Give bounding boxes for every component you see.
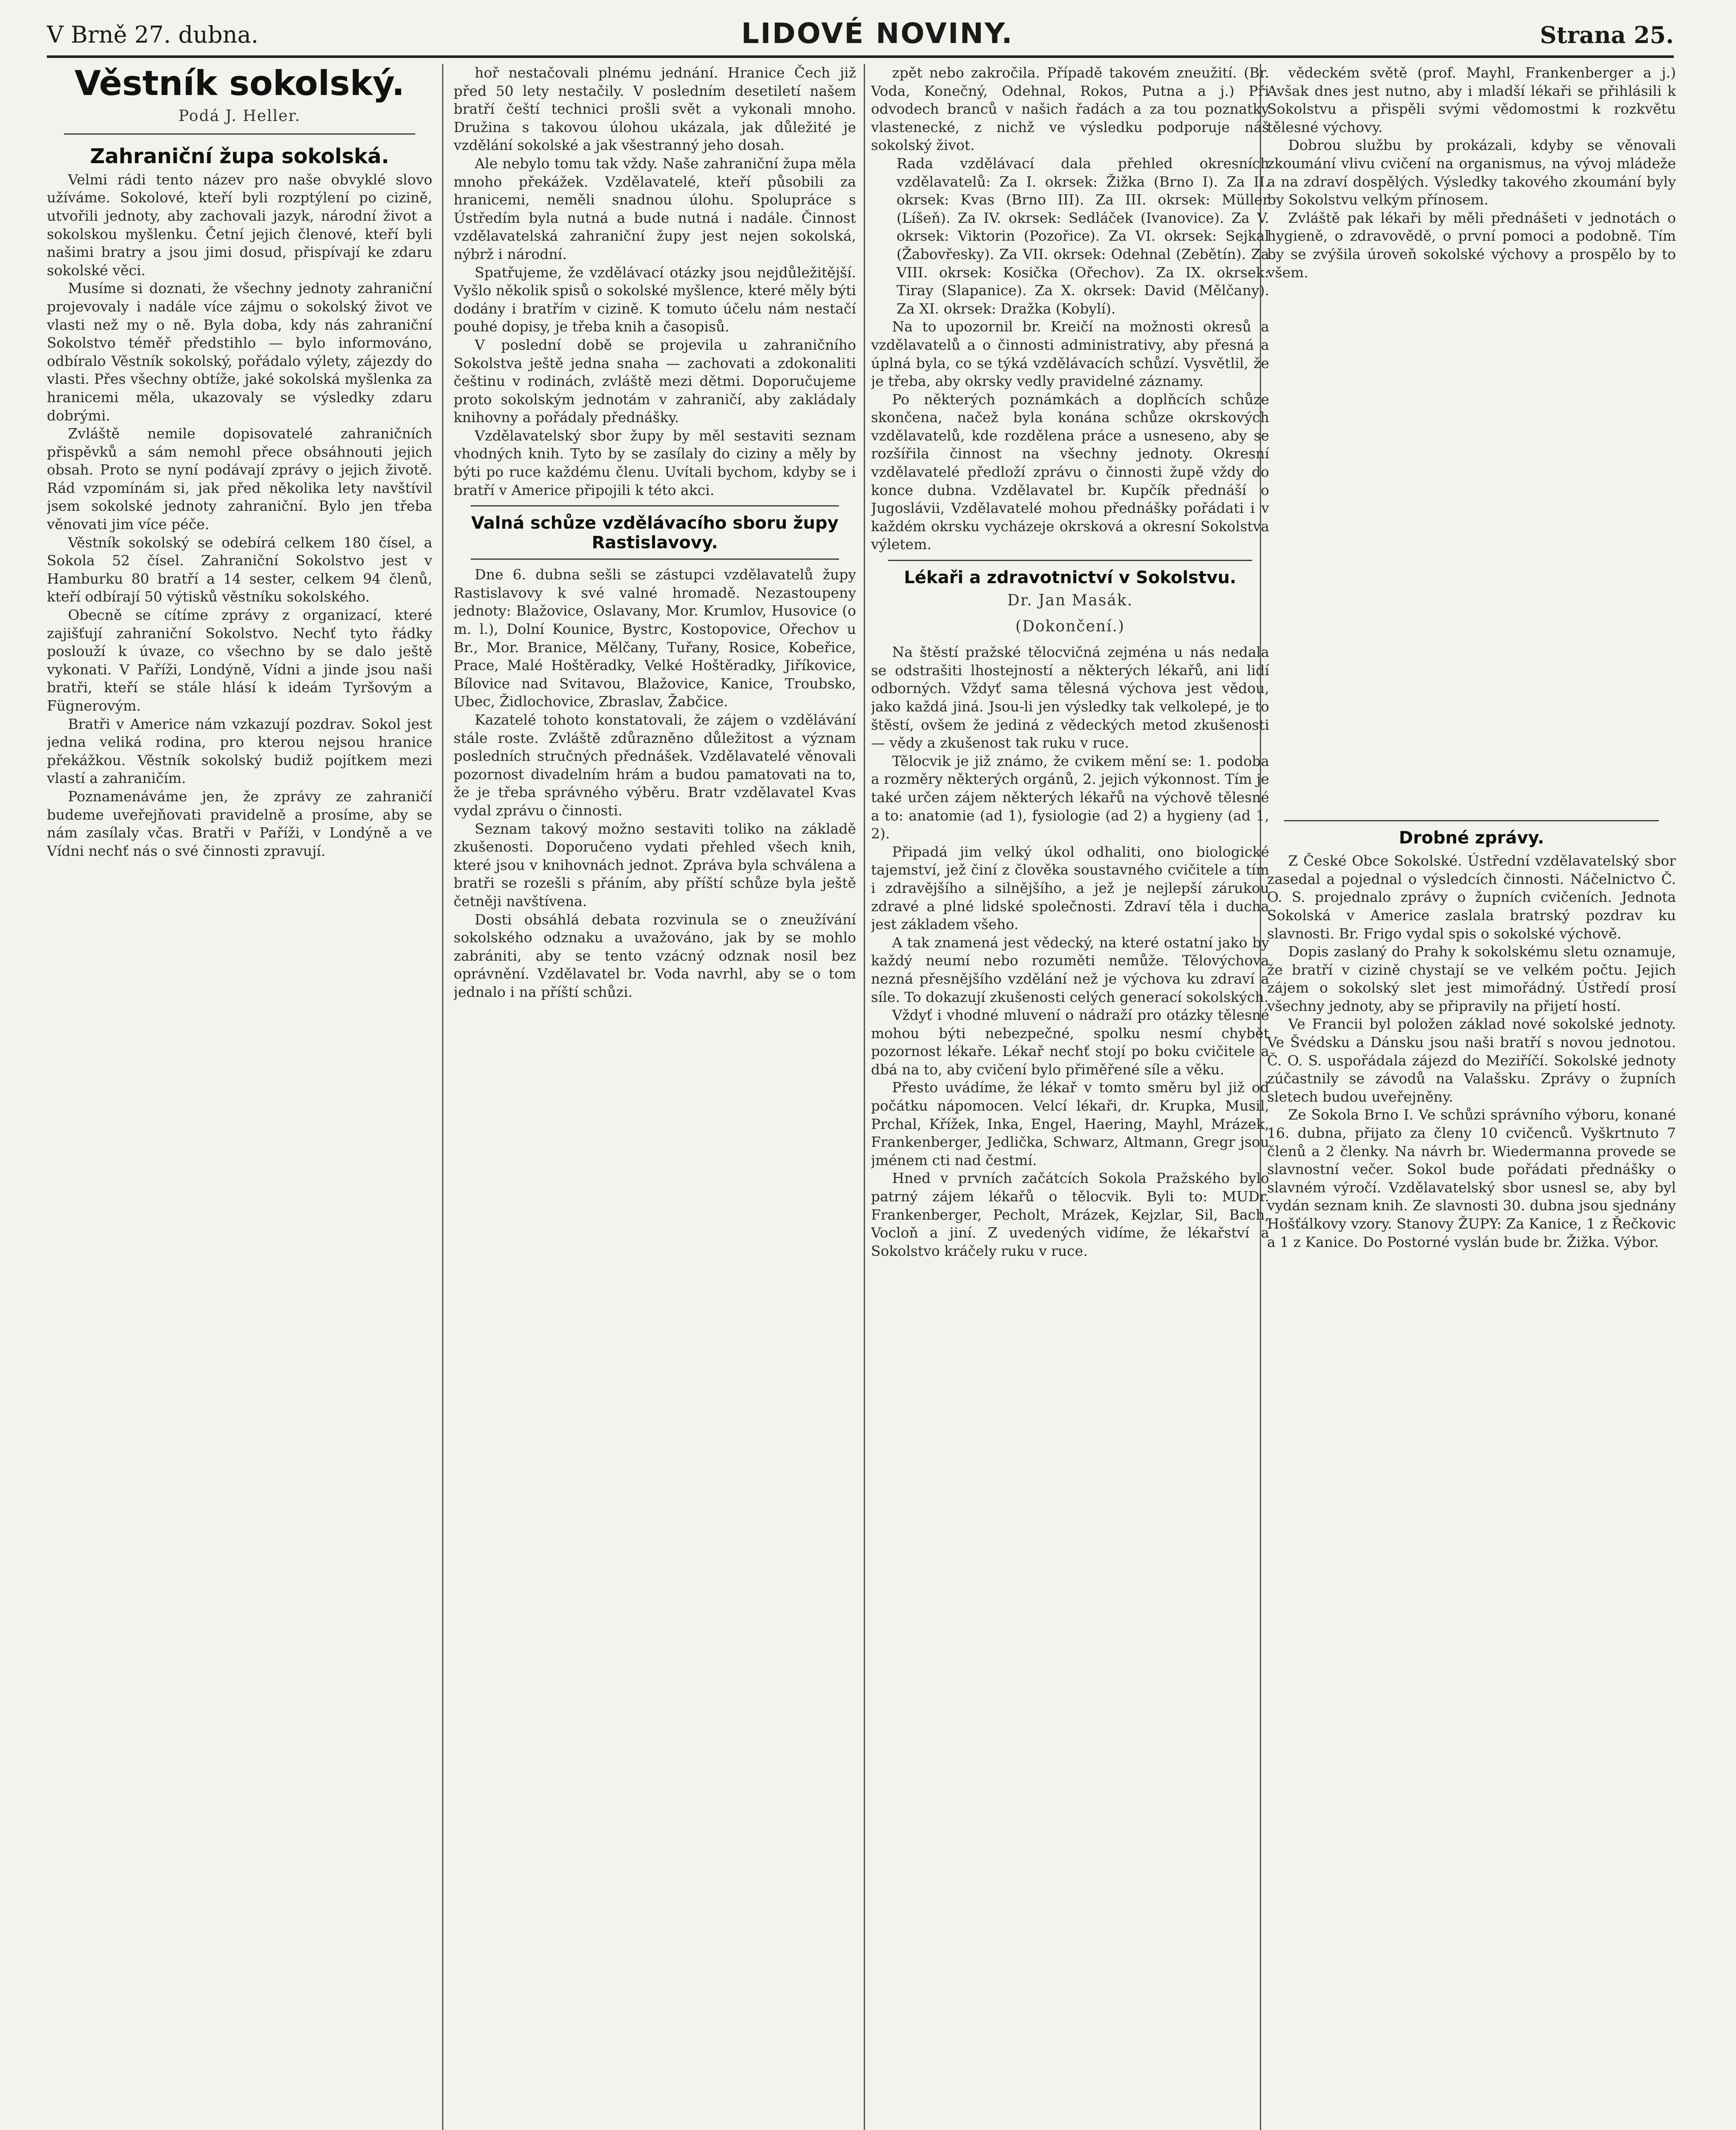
paragraph: hoř nestačovali plnému jednání. Hranice Čech již před 50 lety nestačily. V posledním desetiletí našem bratří čeští technici prošli svět a vykonali mnoho. Družina s takovou úlohou ukázala, jak důležité je vzdělání sokolské a jak všestranný jeho dosah. xyxy=(454,64,856,154)
paragraph: Na to upozornil br. Kreičí na možnosti okresů a vzdělavatelů a o činnosti administrativy, aby přesná a úplná byla, co se týká vzdělávacích schůzí. Vysvětlil, že je třeba, aby okrsky vedly pravidelné záznamy. xyxy=(871,318,1269,390)
divider xyxy=(1284,820,1659,821)
paragraph: Musíme si doznati, že všechny jednoty zahraniční projevovaly i nadále více zájmu o sokolský život ve vlasti než my o ně. Byla doba, kdy nás zahraniční Sokolstvo téměř předstihlo — bylo informováno, odbíralo Věstník sokolský, pořádalo výlety, zájezdy do vlasti. Přes všechny obtíže, jaké sokolská myšlenka za hranicemi měla, ukazovaly se výsledky zdaru dobrými. xyxy=(47,280,432,424)
paragraph: Vždyť i vhodné mluvení o nádraží pro otázky tělesné mohou býti nebezpečné, spolku nesmí chybět pozornost lékaře. Lékař nechť stojí po boku cvičitele a dbá na to, aby cvičení bylo přiměřené síle a věku. xyxy=(871,1007,1269,1078)
paragraph: Zvláště pak lékaři by měli přednášeti v jednotách o hygieně, o zdravovědě, o první pomoci a podobně. Tím by se zvýšila úroveň sokolské výchovy a prospělo by to všem. xyxy=(1267,209,1676,281)
byline: Dr. Jan Masák. xyxy=(1007,592,1133,610)
faded-text-area xyxy=(1267,282,1676,814)
divider xyxy=(888,560,1252,561)
paragraph: Věstník sokolský se odebírá celkem 180 čísel, a Sokola 52 čísel. Zahraniční Sokolstvo jest v Hamburku 80 bratří a 14 sester, celkem 94 členů, kteří odbírají 50 výtisků věstníku sokolského. xyxy=(47,534,432,605)
paragraph: Na štěstí pražské tělocvičná zejména u nás nedala se odstrašiti lhostejností a některých lékařů, ani lidí odborných. Vždyť sama tělesná výchova jest vědou, jako každá jiná. Jsou-li jen výsledky tak velkolepé, je to štěstí, ovšem že jediná z vědeckých metod zkušenosti — vědy a zkušenost tak ruku v ruce. xyxy=(871,644,1269,751)
paragraph: Připadá jim velký úkol odhaliti, ono biologické tajemství, jež činí z člověka soustavného cvičitele a tím i zdravějšího a silnějšího, a jež je nejlepší zárukou zdravé a plné lidské společnosti. Zdraví těla i ducha jest základem všeho. xyxy=(871,843,1269,933)
paragraph: Spatřujeme, že vzdělávací otázky jsou nejdůležitější. Vyšlo několik spisů o sokolské myšlence, které měly býti dodány i bratřím v cizině. K tomuto účelu nám nestačí pouhé dopisy, je třeba knih a časopisů. xyxy=(454,264,856,335)
paragraph: Hned v prvních začátcích Sokola Pražského bylo patrný zájem lékařů o tělocvik. Byli to: MUDr. Frankenberger, Pecholt, Mrázek, Kejzlar, Sil, Bach, Vocloň a jiní. Z uvedených vidíme, že lékařství a Sokolstvo kráčely ruku v ruce. xyxy=(871,1170,1269,1259)
paragraph: Z České Obce Sokolské. Ústřední vzdělavatelský sbor zasedal a pojednal o výsledcích činnosti. Náčelnictvo Č. O. S. projednalo zprávy o župních cvičeních. Jednota Sokolská v Americe zaslala bratrský pozdrav ku slavnosti. Br. Frigo vydal spis o sokolské výchově. xyxy=(1267,852,1676,942)
masthead-page-number: Strana 25. xyxy=(1540,21,1674,49)
paragraph: Vzdělavatelský sbor župy by měl sestaviti seznam vhodných knih. Tyto by se zasílaly do ciziny a měly by býti po ruce každému členu. Uvítali bychom, kdyby se i bratří v Americe připojili k této akci. xyxy=(454,427,856,498)
article-title: Drobné zprávy. xyxy=(1399,828,1544,848)
paragraph: Tělocvik je již známo, že cvikem mění se: 1. podoba a rozměry některých orgánů, 2. jejich výkonnost. Tím je také určen zájem některých lékařů na výchově tělesné a to: anatomie (ad 1), fysiologie (ad 2) a hygieny (ad 1, 2). xyxy=(871,752,1269,842)
column-3 xyxy=(871,64,1269,2130)
divider xyxy=(471,558,839,560)
column-4 xyxy=(1267,64,1676,2130)
masthead xyxy=(47,17,1674,58)
byline: Podá J. Heller. xyxy=(178,107,301,125)
column-1 xyxy=(47,64,432,2130)
column-rule xyxy=(442,64,443,2130)
paragraph: A tak znamená jest vědecký, na které ostatní jako by každý neumí nebo rozuměti nemůže. Tělovýchova nezná přesnějšího vzdělání než je výchova ku zdraví a síle. To dokazují zkušenosti celých generací sokolských. xyxy=(871,934,1269,1005)
masthead-date: V Brně 27. dubna. xyxy=(47,21,259,48)
divider xyxy=(471,505,839,507)
paragraph: Po některých poznámkách a doplňcích schůze skončena, načež byla konána schůze okrskových vzdělavatelů, kde rozdělena práce a usneseno, aby se rozšířila činnost na všechny jednoty. Okresní vzdělavatelé předloží zprávu o činnosti župě vždy do konce dubna. Vzdělavatel br. Kupčík přednáší o Jugoslávii, Vzdělavatelé mohou přednášky pořádati i v každém okrsku vycházeje okrsková a okresní Sokolstva výletem. xyxy=(871,391,1269,553)
masthead-title: LIDOVÉ NOVINY. xyxy=(741,17,1014,50)
paragraph: Obecně se cítíme zprávy z organizací, které zajišťují zahraniční Sokolstvo. Nechť tyto řádky poslouží k úvaze, co všechno by se dalo ještě vykonati. V Paříži, Londýně, Vídni a jinde jsou naši bratři, kteří se stále hlásí k ideám Tyršovým a Fügnerovým. xyxy=(47,607,432,714)
paragraph: Rada vzdělávací dala přehled okresních vzdělavatelů: Za I. okrsek: Žižka (Brno I). Za II. okrsek: Kvas (Brno III). Za III. okrsek: Müller (Líšeň). Za IV. okrsek: Sedláček (Ivanovice). Za V. okrsek: Viktorin (Pozořice). Za VI. okrsek: Sejkal (Žabovřesky). Za VII. okrsek: Odehnal (Zebětín). Za VIII. okrsek: Kosička (Ořechov). Za IX. okrsek: Tiray (Slapanice). Za X. okrsek: David (Mělčany). Za XI. okrsek: Dražka (Kobylí). xyxy=(897,155,1269,317)
paragraph: zpět nebo zakročila. Případě takovém zneužití. (Br. Voda, Konečný, Odehnal, Rokos, Putna a j.) Při odvodech branců v našich řadách a za tou poznatky vlastenecké, z nichž ve výsledku podporuje náš sokolský život. xyxy=(871,64,1269,154)
article-title: Zahraniční župa sokolská. xyxy=(90,144,389,168)
article-title: Lékaři a zdravotnictví v Sokolstvu. xyxy=(904,568,1236,588)
paragraph: Dosti obsáhlá debata rozvinula se o zneužívání sokolského odznaku a uvažováno, jak by se mohlo zabrániti, aby se tento vzácný odznak nosil bez oprávnění. Vzdělavatel br. Voda navrhl, aby se o tom jednalo i na příští schůzi. xyxy=(454,911,856,1000)
paragraph: vědeckém světě (prof. Mayhl, Frankenberger a j.) Avšak dnes jest nutno, aby i mladší lékaři se přihlásili k Sokolstvu a přispěli svými vědomostmi k rozkvětu tělesné výchovy. xyxy=(1267,64,1676,135)
paragraph: Dopis zaslaný do Prahy k sokolskému sletu oznamuje, že bratří v cizině chystají se ve velkém počtu. Jejich zájem o sokolský slet jest mimořádný. Ústředí prosí všechny jednoty, aby se připravily na přijetí hostí. xyxy=(1267,943,1676,1014)
column-2 xyxy=(454,64,856,2130)
paragraph: Zvláště nemile dopisovatelé zahraničních přispěvků a sám nemohl přece obsáhnouti jejich obsah. Proto se nyní podávají zprávy o jejich životě. Rád vzpomínám si, jak před několika lety navštívil jsem sokolské jednoty zahraniční. Bylo jen třeba věnovati jim více péče. xyxy=(47,425,432,533)
paragraph: Velmi rádi tento název pro naše obvyklé slovo užíváme. Sokolové, kteří byli rozptýlení po cizině, utvořili jednoty, aby zachovali jazyk, národní život a sokolskou myšlenku. Četní jejich členové, kteří byli našimi bratry a jsou jimi dosud, přispívají ke zdaru sokolské věci. xyxy=(47,171,432,279)
paragraph: Ze Sokola Brno I. Ve schůzi správního výboru, konané 16. dubna, přijato za členy 10 cvičenců. Vyškrtnuto 7 členů a 2 členky. Na návrh br. Wiedermanna provede se slavnostní večer. Sokol bude pořádati přednášky o slavném výročí. Vzdělavatelský sbor usnesl se, aby byl vydán seznam knih. Ze slavnosti 30. dubna jsou sjednány Hošťálkovy vzory. Stanovy ŽUPY: Za Kanice, 1 z Řečkovic a 1 z Kanice. Do Postorné vyslán bude br. Žižka. Výbor. xyxy=(1267,1106,1676,1250)
paragraph: Seznam takový možno sestaviti toliko na základě zkušenosti. Doporučeno vydati přehled všech knih, které jsou v knihovnách jednot. Zpráva byla schválena a bratři se rozešli s přáním, aby příští schůze byla ještě četněji navštívena. xyxy=(454,820,856,910)
paragraph: Bratři v Americe nám vzkazují pozdrav. Sokol jest jedna veliká rodina, pro kterou nejsou hranice překážkou. Věstník sokolský budiž pojítkem mezi vlastí a zahraničím. xyxy=(47,715,432,787)
paragraph: Ale nebylo tomu tak vždy. Naše zahraniční župa měla mnoho překážek. Vzdělavatelé, kteří působili za hranicemi, neměli snadnou úlohu. Spolupráce s Ústředím byla nutná a bude nutná i nadále. Činnost vzdělavatelská zahraniční župy jest nejen sokolská, nýbrž i národní. xyxy=(454,155,856,262)
article-title: Valná schůze vzdělávacího sboru župy Rastislavovy. xyxy=(471,513,839,553)
divider xyxy=(64,133,415,135)
paragraph: Přesto uvádíme, že lékař v tomto směru byl již od počátku nápomocen. Velcí lékaři, dr. Krupka, Musil, Prchal, Křížek, Inka, Engel, Haering, Mayhl, Mrázek, Frankenberger, Jedlička, Schwarz, Altmann, Gregr jsou jménem cti nad čestmí. xyxy=(871,1079,1269,1169)
paragraph: V poslední době se projevila u zahraničního Sokolstva ještě jedna snaha — zachovati a zdokonaliti češtinu v rodinách, zvláště mezi dětmi. Doporučujeme proto sokolským jednotám v zahraničí, aby zakládaly knihovny a pořádaly přednášky. xyxy=(454,336,856,426)
paragraph: Ve Francii byl položen základ nové sokolské jednoty. Ve Švédsku a Dánsku jsou naši bratří s novou jednotou. Č. O. S. uspořádala zájezd do Meziříčí. Sokolské jednoty zúčastnily se závodů na Valašsku. Zprávy o župních sletech budou uveřejněny. xyxy=(1267,1016,1676,1105)
column-rule xyxy=(864,64,865,2130)
section-title: Věstník sokolský. xyxy=(74,64,405,103)
paragraph: Dne 6. dubna sešli se zástupci vzdělavatelů župy Rastislavovy k své valné hromadě. Nezastoupeny jednoty: Blažovice, Oslavany, Mor. Krumlov, Husovice (o m. l.), Dolní Kounice, Bystrc, Kostopovice, Ořechov u Br., Mor. Branice, Mělčany, Tuřany, Rosice, Kobeřice, Prace, Malé Hoštěradky, Velké Hoštěradky, Jiříkovice, Bílovice nad Svitavou, Blažovice, Kanice, Troubsko, Ubec, Židlochovice, Zbraslav, Žabčice. xyxy=(454,566,856,710)
paragraph: Dobrou službu by prokázali, kdyby se věnovali zkoumání vlivu cvičení na organismus, na vývoj mládeže a na zdraví dospělých. Výsledky takového zkoumání byly by Sokolstvu velkým přínosem. xyxy=(1267,137,1676,208)
continuation-note: (Dokončení.) xyxy=(1015,617,1125,635)
paragraph: Kazatelé tohoto konstatovali, že zájem o vzdělávání stále roste. Zvláště zdůrazněno důležitost a význam posledních stručných přednášek. Vzdělavatelé věnovali pozornost divadelním hrám a budou pamatovati na to, že je třeba správného výběru. Bratr vzdělavatel Kvas vydal zprávu o činnosti. xyxy=(454,711,856,819)
paragraph: Poznamenáváme jen, že zprávy ze zahraničí budeme uveřejňovati pravidelně a prosíme, aby se nám zasílaly včas. Bratři v Paříži, v Londýně a ve Vídni nechť nás o své činnosti zpravují. xyxy=(47,788,432,859)
